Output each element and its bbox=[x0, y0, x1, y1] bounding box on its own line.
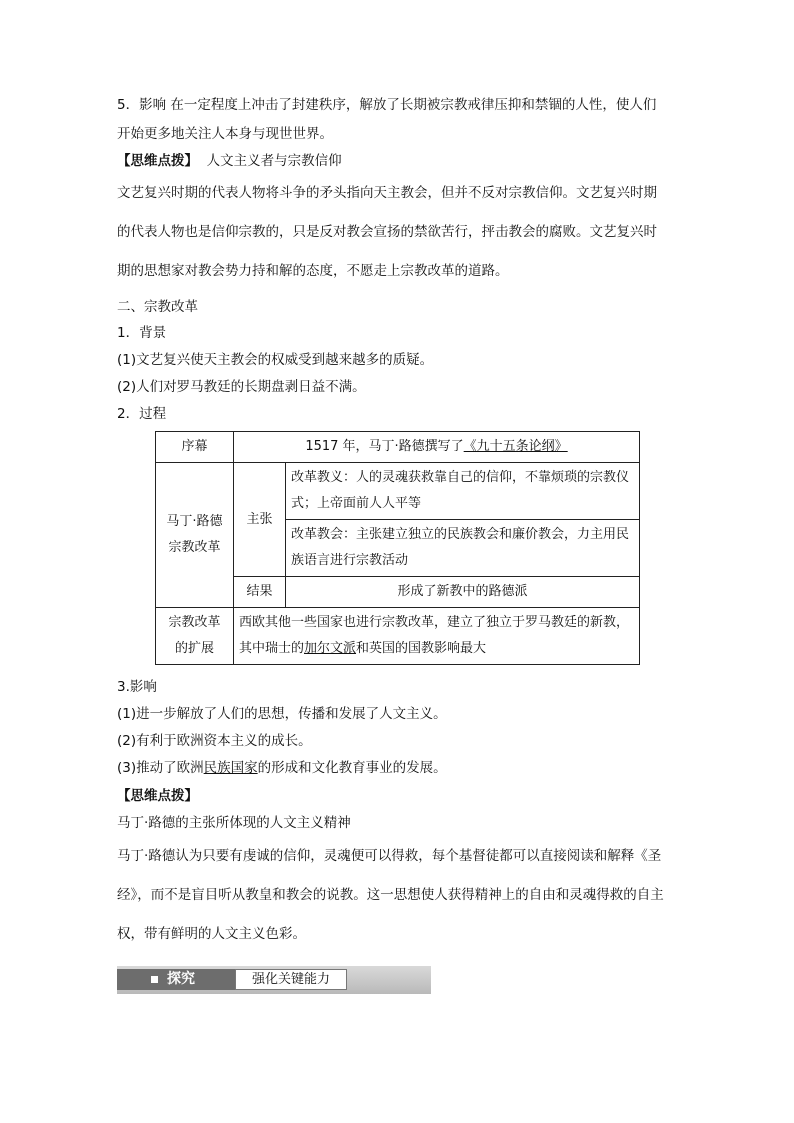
impact-item: (2)有利于欧洲资本主义的成长。 bbox=[117, 733, 312, 749]
background-item: (1)文艺复兴使天主教会的权威受到越来越多的质疑。 bbox=[117, 352, 434, 368]
process-title: 2．过程 bbox=[117, 406, 167, 422]
prelude-text: 1517 年，马丁·路德撰写了 bbox=[305, 439, 464, 454]
impact-item: (1)进一步解放了人们的思想，传播和发展了人文主义。 bbox=[117, 706, 447, 722]
table-row bbox=[156, 608, 640, 665]
banner-explore-label: 探究 bbox=[167, 971, 195, 987]
banner-dark-block bbox=[117, 969, 235, 990]
thinking-tip-label: 【思维点拨】 bbox=[117, 153, 198, 169]
background-item: (2)人们对罗马教廷的长期盘剥日益不满。 bbox=[117, 379, 366, 395]
thinking-tip-2-body bbox=[117, 846, 679, 963]
result-text: 形成了新教中的路德派 bbox=[286, 577, 640, 608]
prelude-label: 序幕 bbox=[156, 432, 234, 463]
label-line: 宗教改革 bbox=[168, 540, 221, 555]
nation-state: 民族国家 bbox=[203, 760, 258, 776]
table-row bbox=[156, 463, 640, 520]
reformation-table bbox=[155, 431, 640, 665]
spread-text-part: 西欧其他一些国家也进行宗教改革，建立了独立于罗马教廷的新教，其中瑞士的 bbox=[239, 615, 630, 656]
paragraph-line: 马丁·路德认为只要有虔诚的信仰，灵魂便可以得救，每个基督徒都可以直接阅读和解释《圣 bbox=[117, 848, 662, 864]
paragraph-line: 经》，而不是盲目听从教皇和教会的说教。这一思想使人获得精神上的自由和灵魂得救的自主 bbox=[117, 887, 664, 903]
spread-label bbox=[156, 608, 234, 665]
church-reform: 改革教会：主张建立独立的民族教会和廉价教会，力主用民族语言进行宗教活动 bbox=[286, 520, 640, 577]
label-line: 马丁·路德 bbox=[166, 514, 223, 529]
label-line: 的扩展 bbox=[174, 641, 214, 656]
luther-reform-label bbox=[156, 463, 234, 608]
result-label: 结果 bbox=[234, 577, 286, 608]
thinking-tip-title: 人文主义者与宗教信仰 bbox=[206, 153, 342, 169]
ninety-five-theses: 《九十五条论纲》 bbox=[463, 439, 568, 454]
paragraph-line: 文艺复兴时期的代表人物将斗争的矛头指向天主教会，但并不反对宗教信仰。文艺复兴时期 bbox=[117, 185, 657, 201]
banner-skill-label: 强化关键能力 bbox=[235, 969, 347, 990]
thinking-tip-1-body bbox=[117, 183, 679, 300]
background-title: 1．背景 bbox=[117, 325, 167, 341]
calvinism: 加尔文派 bbox=[304, 641, 357, 656]
label-line: 宗教改革 bbox=[168, 615, 221, 630]
paragraph-line: 的代表人物也是信仰宗教的，只是反对教会宣扬的禁欲苦行，抨击教会的腐败。文艺复兴时 bbox=[117, 224, 657, 240]
impact-text-part: (3)推动了欧洲 bbox=[117, 760, 204, 776]
explore-banner bbox=[117, 966, 431, 994]
spread-text-part: 和英国的国教影响最大 bbox=[356, 641, 487, 656]
doctrine-reform: 改革教义：人的灵魂获救靠自己的信仰，不靠烦琐的宗教仪式；上帝面前人人平等 bbox=[286, 463, 640, 520]
section-heading: 二、宗教改革 bbox=[117, 299, 198, 315]
impact5-line1: 5．影响 在一定程度上冲击了封建秩序，解放了长期被宗教戒律压抑和禁锢的人性，使人们 bbox=[117, 97, 657, 113]
spread-text bbox=[234, 608, 640, 665]
table-row bbox=[156, 432, 640, 463]
impact5-line2: 开始更多地关注人本身与现世世界。 bbox=[117, 126, 333, 142]
thinking-tip-2-label: 【思维点拨】 bbox=[117, 788, 198, 804]
claims-label: 主张 bbox=[234, 463, 286, 577]
paragraph-line: 权，带有鲜明的人文主义色彩。 bbox=[117, 926, 306, 942]
paragraph-line: 期的思想家对教会势力持和解的态度，不愿走上宗教改革的道路。 bbox=[117, 263, 509, 279]
thinking-tip-2-title: 马丁·路德的主张所体现的人文主义精神 bbox=[117, 815, 351, 831]
thinking-tip-1-header bbox=[117, 151, 342, 171]
prelude-cell bbox=[234, 432, 640, 463]
square-bullet-icon bbox=[151, 976, 158, 983]
impact-text-part: 的形成和文化教育事业的发展。 bbox=[257, 760, 447, 776]
impact-title: 3.影响 bbox=[117, 679, 157, 695]
impact-item bbox=[117, 758, 447, 778]
